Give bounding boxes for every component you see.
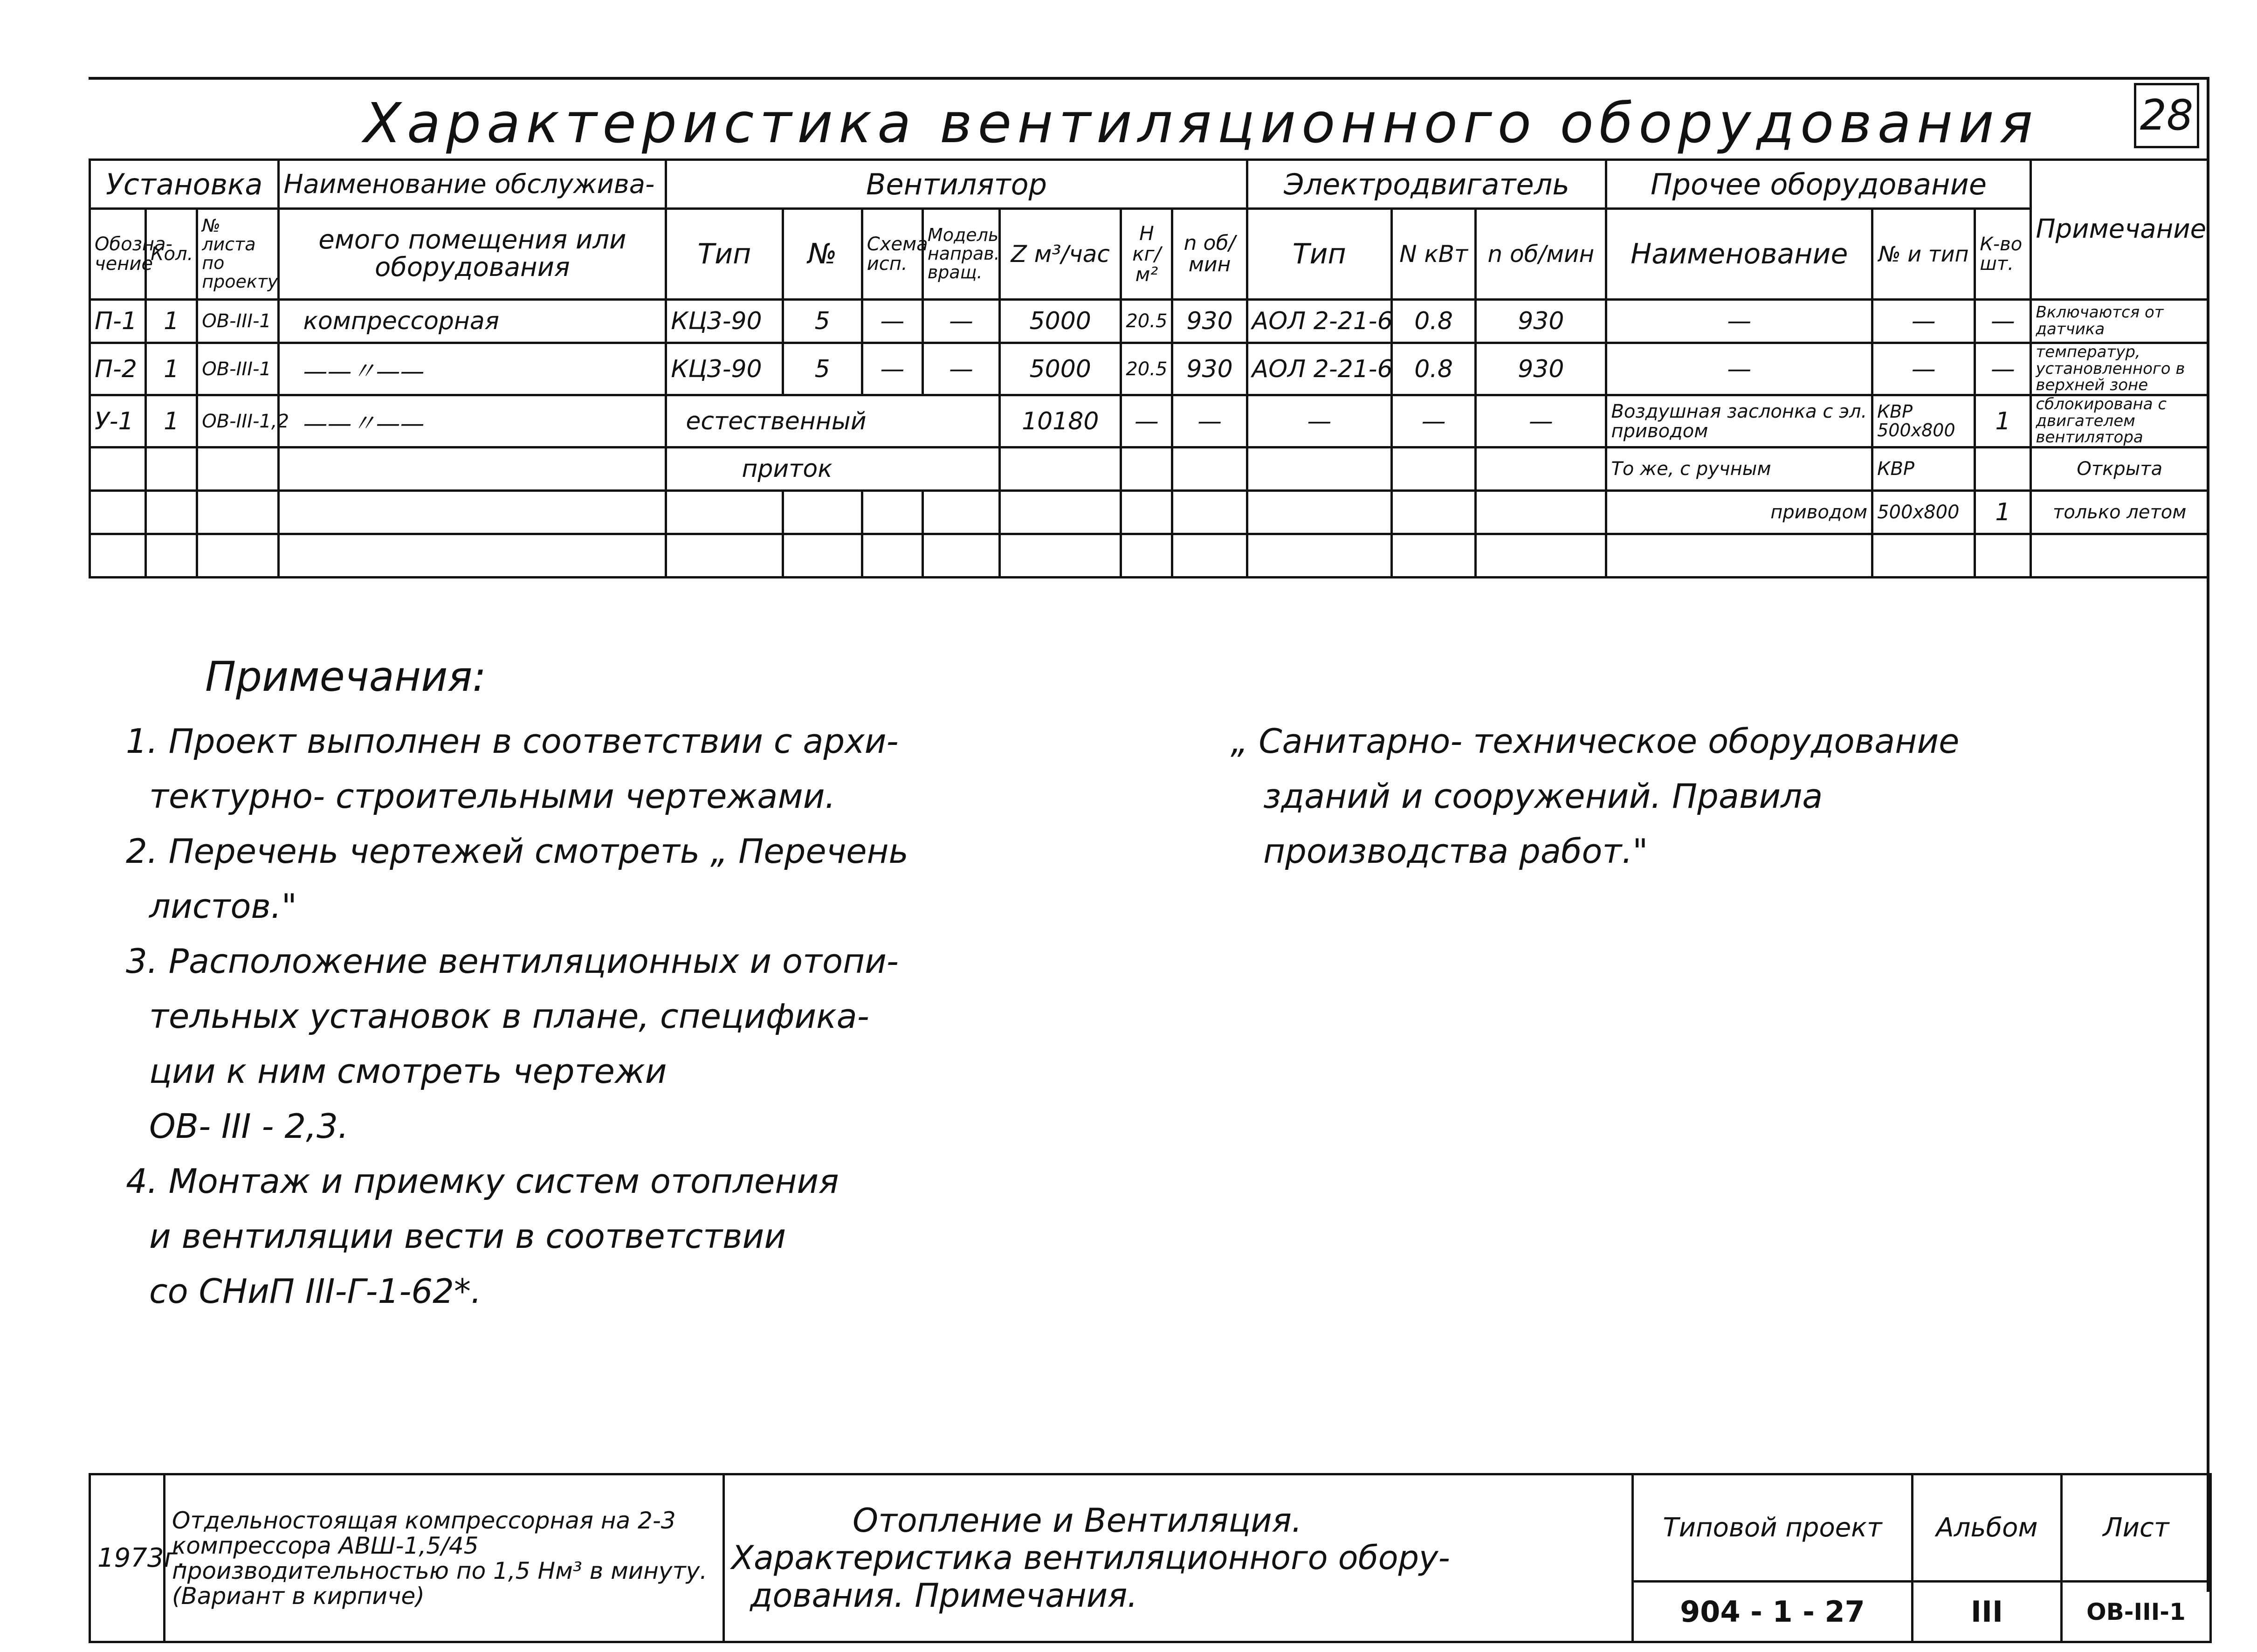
cell-fan-no: 5 <box>783 300 862 343</box>
group-motor: Электродвигатель <box>1247 160 1606 209</box>
sub-other-qty: К-во шт. <box>1975 209 2031 300</box>
cell-motor-type: АОЛ 2-21-6 <box>1247 300 1391 343</box>
sub-model-rotation: Модель направ. вращ. <box>922 209 999 300</box>
cell-remark: сблокирована с двигателем вентилятора <box>2031 395 2209 447</box>
cell-power: 0.8 <box>1391 343 1475 395</box>
note-line: 2. Перечень чертежей смотреть „ Перечень <box>126 832 908 871</box>
sheet-label: Лист <box>2062 1474 2211 1582</box>
cell-head: 20.5 <box>1121 300 1172 343</box>
sub-qty: Кол. <box>146 209 197 300</box>
cell-flow: 5000 <box>1000 300 1121 343</box>
cell-other-qty: — <box>1975 343 2031 395</box>
table-row <box>90 300 2209 343</box>
sub-designation: Обозна- чение <box>90 209 146 300</box>
cell-head: 20.5 <box>1121 343 1172 395</box>
cell-designation: П-1 <box>90 300 146 343</box>
note-line: 3. Расположение вентиляционных и отопи- <box>126 942 899 981</box>
group-installation: Установка <box>90 160 279 209</box>
group-other: Прочее оборудование <box>1606 160 2031 209</box>
note-line: листов." <box>149 887 297 926</box>
cell-remark: Открыта <box>2031 447 2209 491</box>
note-line: и вентиляции вести в соответствии <box>149 1217 786 1256</box>
cell-sheet: ОВ-III-1 <box>197 343 279 395</box>
table-row <box>90 447 2209 491</box>
note-line: ОВ- III - 2,3. <box>149 1107 349 1146</box>
cell-other-type: КВР <box>1872 447 1975 491</box>
cell-other-qty: 1 <box>1975 395 2031 447</box>
cell-fan-type: приток <box>666 447 1000 491</box>
cell-qty: 1 <box>146 300 197 343</box>
cell-fan-type: естественный <box>666 395 1000 447</box>
project-label: Типовой проект <box>1633 1474 1913 1582</box>
cell-head: — <box>1121 395 1172 447</box>
sub-fan-rpm: n об/мин <box>1172 209 1247 300</box>
cell-fan-type: КЦ3-90 <box>666 343 783 395</box>
group-fan: Вентилятор <box>666 160 1247 209</box>
sub-head: H кг/м² <box>1121 209 1172 300</box>
sheet-value: ОВ-III-1 <box>2062 1582 2211 1642</box>
cell-room: ——〃—— <box>279 395 666 447</box>
cell-power: — <box>1391 395 1475 447</box>
sub-power: N кВт <box>1391 209 1475 300</box>
cell-motor-type: АОЛ 2-21-6 <box>1247 343 1391 395</box>
album-label: Альбом <box>1913 1474 2062 1582</box>
note-line: тектурно- строительными чертежами. <box>149 777 836 816</box>
cell-other-name: Воздушная заслонка с эл. приводом <box>1606 395 1872 447</box>
cell-motor-type: — <box>1247 395 1391 447</box>
cell-motor-rpm: 930 <box>1476 300 1606 343</box>
cell-other-qty: — <box>1975 300 2031 343</box>
page-title: Характеристика вентиляционного оборудования <box>364 91 2038 155</box>
cell-other-name: приводом <box>1606 491 1872 534</box>
cell-sheet: ОВ-III-1,2 <box>197 395 279 447</box>
sub-sheet-no: № листа по проекту <box>197 209 279 300</box>
cell-other-type: 500х800 <box>1872 491 1975 534</box>
sub-motor-type: Тип <box>1247 209 1391 300</box>
group-remarks: Примечание <box>2031 160 2209 300</box>
cell-flow: 10180 <box>1000 395 1121 447</box>
cell-sheet: ОВ-III-1 <box>197 300 279 343</box>
album-value: III <box>1913 1582 2062 1642</box>
drawing-line-2: Характеристика вентиляционного обору- <box>731 1539 1450 1577</box>
cell-scheme: — <box>862 300 922 343</box>
cell-model: — <box>922 300 999 343</box>
cell-remark: температур, установленного в верхней зоне <box>2031 343 2209 395</box>
title-block-year: 1973г. <box>90 1474 165 1642</box>
cell-motor-rpm: 930 <box>1476 343 1606 395</box>
cell-other-name: То же, с ручным <box>1606 447 1872 491</box>
sub-other-type: № и тип <box>1872 209 1975 300</box>
cell-other-type: — <box>1872 343 1975 395</box>
note-line: со СНиП III-Г-1-62*. <box>149 1272 482 1311</box>
cell-flow: 5000 <box>1000 343 1121 395</box>
cell-motor-rpm: — <box>1476 395 1606 447</box>
cell-room: ——〃—— <box>279 343 666 395</box>
drawing-line-1: Отопление и Вентиляция. <box>853 1501 1302 1540</box>
sub-fan-no: № <box>783 209 862 300</box>
note-line: тельных установок в плане, специфика- <box>149 997 869 1036</box>
title-block <box>89 1473 2212 1643</box>
notes-left-column <box>126 713 1245 1318</box>
cell-other-name: — <box>1606 300 1872 343</box>
sub-fan-type: Тип <box>666 209 783 300</box>
cell-other-qty: 1 <box>1975 491 2031 534</box>
table-row <box>90 343 2209 395</box>
cell-fan-type: КЦ3-90 <box>666 300 783 343</box>
cell-other-type: КВР 500х800 <box>1872 395 1975 447</box>
note-line: зданий и сооружений. Правила <box>1263 777 1823 816</box>
cell-room: компрессорная <box>279 300 666 343</box>
sheet-number: 28 <box>2134 83 2199 148</box>
sub-flow: Z м³/час <box>1000 209 1121 300</box>
cell-fan-rpm: — <box>1172 395 1247 447</box>
cell-fan-rpm: 930 <box>1172 343 1247 395</box>
notes-heading: Примечания: <box>205 653 486 701</box>
project-value: 904 - 1 - 27 <box>1633 1582 1913 1642</box>
sub-motor-rpm: n об/мин <box>1476 209 1606 300</box>
sub-room: емого помещения или оборудования <box>279 209 666 300</box>
note-line: „ Санитарно- техническое оборудование <box>1231 722 1960 761</box>
table-row <box>90 534 2209 578</box>
note-line: производства работ." <box>1263 832 1648 871</box>
cell-other-name: — <box>1606 343 1872 395</box>
equipment-table <box>89 158 2209 578</box>
cell-scheme: — <box>862 343 922 395</box>
drawing-line-3: дования. Примечания. <box>750 1576 1138 1615</box>
cell-qty: 1 <box>146 343 197 395</box>
note-line: ции к ним смотреть чертежи <box>149 1052 667 1091</box>
sub-scheme: Схема исп. <box>862 209 922 300</box>
cell-designation: У-1 <box>90 395 146 447</box>
table-row <box>90 395 2209 447</box>
cell-qty: 1 <box>146 395 197 447</box>
sub-other-name: Наименование <box>1606 209 1872 300</box>
cell-model: — <box>922 343 999 395</box>
title-block-object: Отдельностоящая компрессорная на 2-3 компрессора АВШ-1,5/45 производительностью по 1,5 Нм³ в минуту. (Вариант в кирпиче) <box>165 1474 724 1642</box>
table-row <box>90 491 2209 534</box>
title-block-drawing <box>724 1474 1633 1642</box>
notes-right-column <box>1231 713 2163 878</box>
cell-remark: только летом <box>2031 491 2209 534</box>
cell-fan-rpm: 930 <box>1172 300 1247 343</box>
cell-power: 0.8 <box>1391 300 1475 343</box>
note-line: 4. Монтаж и приемку систем отопления <box>126 1162 839 1201</box>
note-line: 1. Проект выполнен в соответствии с архи- <box>126 722 899 761</box>
cell-remark: Включаются от датчика <box>2031 300 2209 343</box>
top-frame-line <box>89 77 2209 80</box>
cell-designation: П-2 <box>90 343 146 395</box>
cell-fan-no: 5 <box>783 343 862 395</box>
cell-other-type: — <box>1872 300 1975 343</box>
group-room: Наименование обслужива- <box>279 160 666 209</box>
